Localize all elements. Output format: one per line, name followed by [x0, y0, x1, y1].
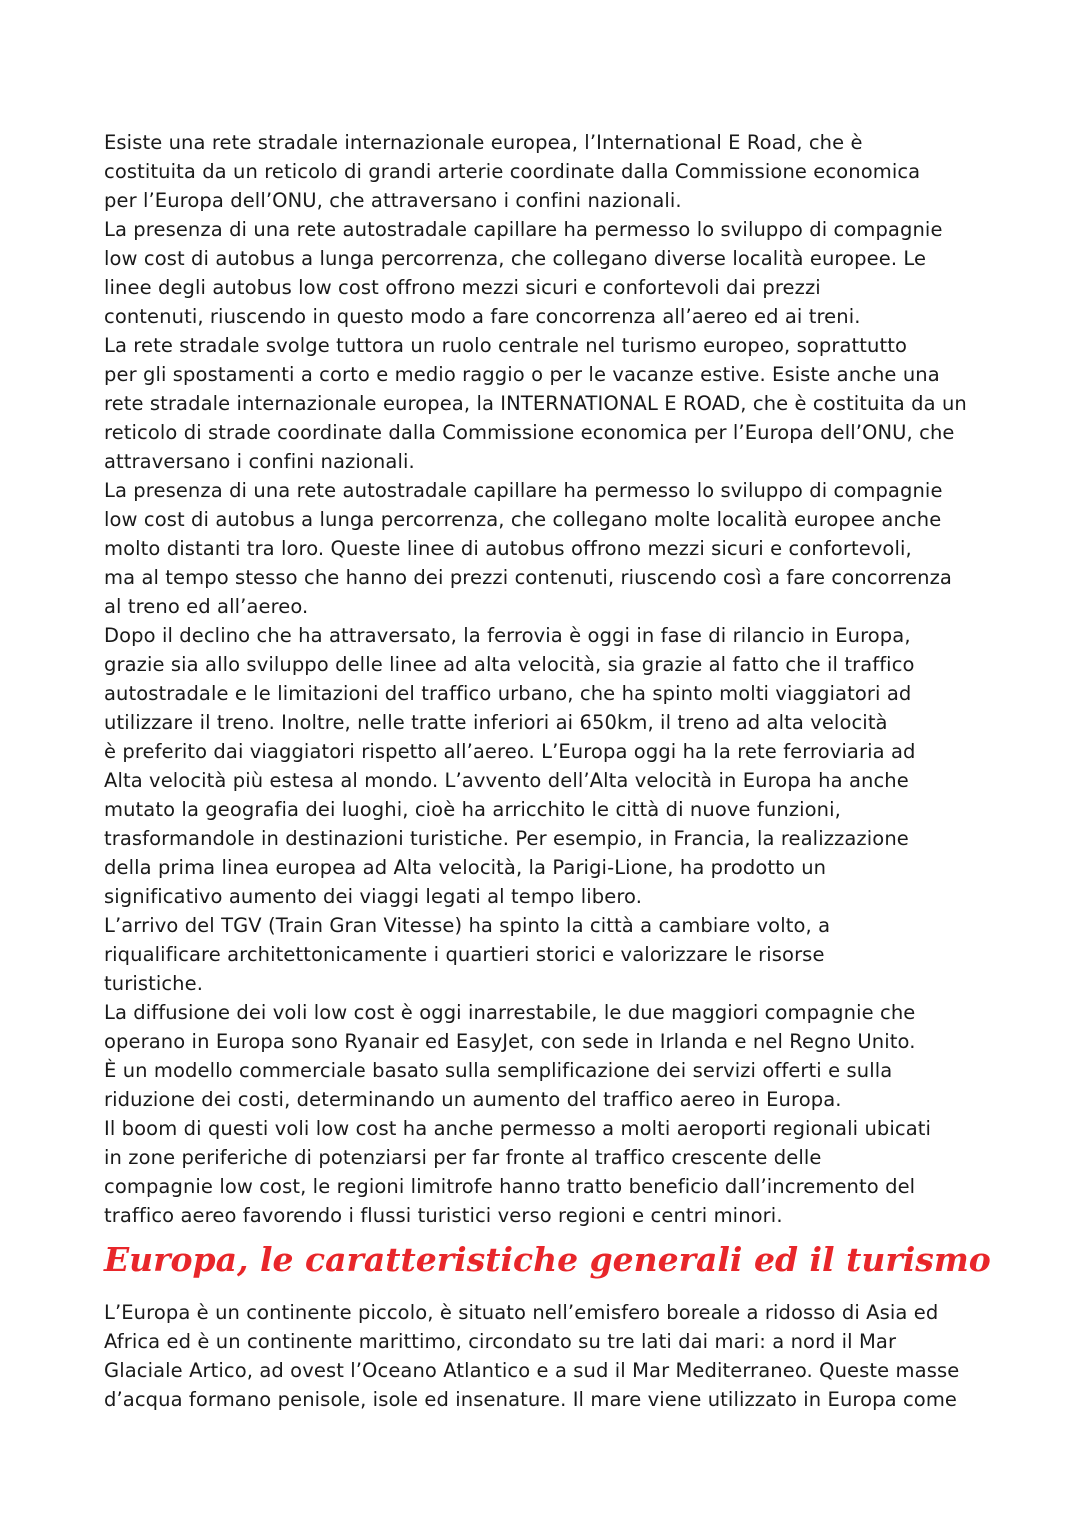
- text-line: per l’Europa dell’ONU, che attraversano i confini nazionali.: [104, 189, 682, 212]
- text-line: utilizzare il treno. Inoltre, nelle tratte inferiori ai 650km, il treno ad alta velocità: [104, 711, 888, 734]
- text-line: operano in Europa sono Ryanair ed EasyJet, con sede in Irlanda e nel Regno Unito.: [104, 1030, 916, 1053]
- text-line: significativo aumento dei viaggi legati al tempo libero.: [104, 885, 643, 908]
- text-line: al treno ed all’aereo.: [104, 595, 309, 618]
- text-line: Il boom di questi voli low cost ha anche permesso a molti aeroporti regionali ubicati: [104, 1117, 932, 1140]
- text-line: reticolo di strade coordinate dalla Commissione economica per l’Europa dell’ONU, che: [104, 421, 955, 444]
- text-line: riduzione dei costi, determinando un aumento del traffico aereo in Europa.: [104, 1088, 842, 1111]
- text-line: mutato la geografia dei luoghi, cioè ha arricchito le città di nuove funzioni,: [104, 798, 841, 821]
- text-line: È un modello commerciale basato sulla semplificazione dei servizi offerti e sulla: [104, 1059, 893, 1082]
- text-line: Africa ed è un continente marittimo, circondato su tre lati dai mari: a nord il Mar: [104, 1330, 897, 1353]
- text-line: compagnie low cost, le regioni limitrofe hanno tratto beneficio dall’incremento del: [104, 1175, 916, 1198]
- text-line: ma al tempo stesso che hanno dei prezzi contenuti, riuscendo così a fare concorrenza: [104, 566, 952, 589]
- text-line: rete stradale internazionale europea, la INTERNATIONAL E ROAD, che è costituita da un: [104, 392, 967, 415]
- text-line: autostradale e le limitazioni del traffico urbano, che ha spinto molti viaggiatori ad: [104, 682, 912, 705]
- text-line: linee degli autobus low cost offrono mezzi sicuri e confortevoli dai prezzi: [104, 276, 821, 299]
- text-line: d’acqua formano penisole, isole ed insenature. Il mare viene utilizzato in Europa come: [104, 1388, 958, 1411]
- text-line: trasformandole in destinazioni turistiche. Per esempio, in Francia, la realizzazione: [104, 827, 909, 850]
- text-line: Esiste una rete stradale internazionale europea, l’International E Road, che è: [104, 131, 863, 154]
- text-line: contenuti, riuscendo in questo modo a fare concorrenza all’aereo ed ai treni.: [104, 305, 861, 328]
- text-line: L’arrivo del TGV (Train Gran Vitesse) ha spinto la città a cambiare volto, a: [104, 914, 831, 937]
- body-text-top: [104, 128, 984, 1230]
- text-line: molto distanti tra loro. Queste linee di autobus offrono mezzi sicuri e confortevoli,: [104, 537, 912, 560]
- text-line: turistiche.: [104, 972, 204, 995]
- text-line: della prima linea europea ad Alta velocità, la Parigi-Lione, ha prodotto un: [104, 856, 827, 879]
- text-line: in zone periferiche di potenziarsi per far fronte al traffico crescente delle: [104, 1146, 822, 1169]
- text-line: grazie sia allo sviluppo delle linee ad alta velocità, sia grazie al fatto che il traffico: [104, 653, 915, 676]
- text-line: La presenza di una rete autostradale capillare ha permesso lo sviluppo di compagnie: [104, 479, 943, 502]
- text-line: costituita da un reticolo di grandi arterie coordinate dalla Commissione economica: [104, 160, 921, 183]
- text-line: Glaciale Artico, ad ovest l’Oceano Atlantico e a sud il Mar Mediterraneo. Queste masse: [104, 1359, 960, 1382]
- text-line: La rete stradale svolge tuttora un ruolo centrale nel turismo europeo, soprattutto: [104, 334, 908, 357]
- section-heading: Europa, le caratteristiche generali ed il turismo: [104, 1240, 991, 1279]
- text-line: riqualificare architettonicamente i quartieri storici e valorizzare le risorse: [104, 943, 825, 966]
- body-text-bottom: [104, 1298, 984, 1414]
- text-line: è preferito dai viaggiatori rispetto all’aereo. L’Europa oggi ha la rete ferroviaria ad: [104, 740, 916, 763]
- text-line: Dopo il declino che ha attraversato, la ferrovia è oggi in fase di rilancio in Europa,: [104, 624, 911, 647]
- text-line: L’Europa è un continente piccolo, è situato nell’emisfero boreale a ridosso di Asia ed: [104, 1301, 939, 1324]
- text-line: traffico aereo favorendo i flussi turistici verso regioni e centri minori.: [104, 1204, 783, 1227]
- text-line: attraversano i confini nazionali.: [104, 450, 415, 473]
- text-line: low cost di autobus a lunga percorrenza, che collegano diverse località europee. Le: [104, 247, 927, 270]
- text-line: La presenza di una rete autostradale capillare ha permesso lo sviluppo di compagnie: [104, 218, 943, 241]
- text-line: low cost di autobus a lunga percorrenza, che collegano molte località europee anche: [104, 508, 942, 531]
- text-line: per gli spostamenti a corto e medio raggio o per le vacanze estive. Esiste anche una: [104, 363, 940, 386]
- text-line: Alta velocità più estesa al mondo. L’avvento dell’Alta velocità in Europa ha anche: [104, 769, 909, 792]
- text-line: La diffusione dei voli low cost è oggi inarrestabile, le due maggiori compagnie che: [104, 1001, 916, 1024]
